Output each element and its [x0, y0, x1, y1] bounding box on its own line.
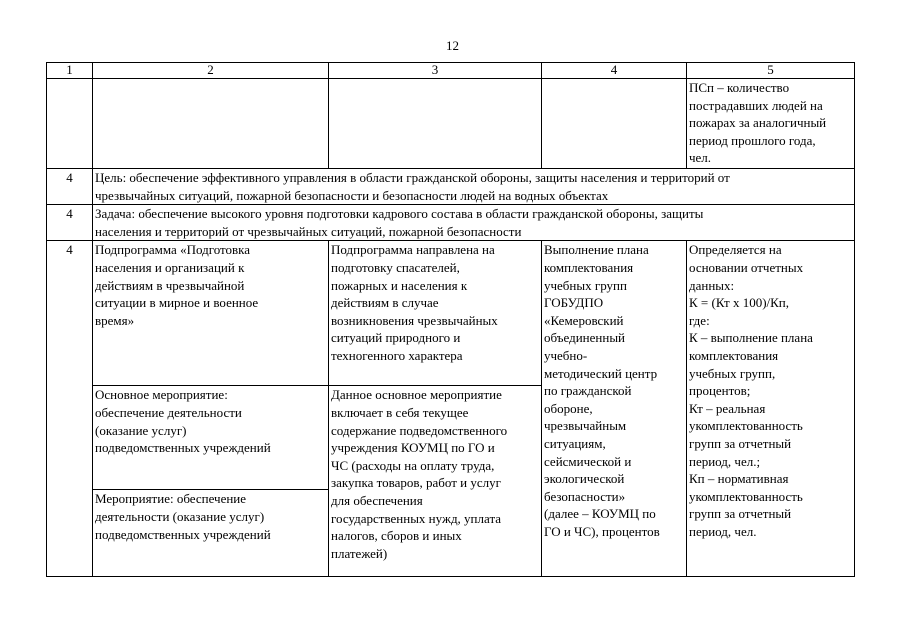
main-activity-description: Данное основное мероприятие включает в себя текущее содержание подведомственного учреждения КОУМЦ по ГО и ЧС (расходы на оплату труда, закупка товаров, работ и услуг для обеспечения государственных нужд, уплата налогов, сборов и иных платежей)	[329, 386, 542, 577]
header-cell-1: 1	[47, 63, 93, 79]
task-text: Задача: обеспечение высокого уровня подготовки кадрового состава в области гражданской обороны, защиты населения и территорий от чрезвычайных ситуаций, пожарной безопасности	[93, 205, 855, 241]
task-row	[47, 205, 855, 241]
goal-row	[47, 169, 855, 205]
subprogram-number: 4	[47, 241, 93, 577]
program-table	[46, 62, 855, 577]
subprogram-name: Подпрограмма «Подготовка населения и организаций к действиям в чрезвычайной ситуации в мирное и военное время»	[93, 241, 329, 386]
main-activity-name: Основное мероприятие: обеспечение деятельности (оказание услуг) подведомственных учреждений	[93, 386, 329, 490]
subprogram-description: Подпрограмма направлена на подготовку спасателей, пожарных и населения к действиям в случае возникновения чрезвычайных ситуаций природного и техногенного характера	[329, 241, 542, 386]
cont-cell-1	[47, 79, 93, 169]
cont-cell-4	[542, 79, 687, 169]
header-cell-3: 3	[329, 63, 542, 79]
indicator-name: Выполнение плана комплектования учебных групп ГОБУДПО «Кемеровский объединенный учебно- методический центр по гражданской обороне, чрезвычайным ситуациям, сейсмической и экологической безопасности» (далее – КОУМЦ по ГО и ЧС), процентов	[542, 241, 687, 577]
cont-cell-3	[329, 79, 542, 169]
header-cell-5: 5	[687, 63, 855, 79]
header-cell-4: 4	[542, 63, 687, 79]
cont-cell-2	[93, 79, 329, 169]
goal-text: Цель: обеспечение эффективного управления в области гражданской обороны, защиты населения и территорий от чрезвычайных ситуаций, пожарной безопасности и безопасности людей на водных объектах	[93, 169, 855, 205]
activity-name: Мероприятие: обеспечение деятельности (оказание услуг) подведомственных учреждений	[93, 490, 329, 577]
continuation-row	[47, 79, 855, 169]
indicator-method: Определяется на основании отчетных данных: К = (Кт х 100)/Кп, где: К – выполнение плана комплектования учебных групп, процентов; Кт – реальная укомплектованность групп за отчетный период, чел.; Кп – нормативная укомплектованность групп за отчетный период, чел.	[687, 241, 855, 577]
task-number: 4	[47, 205, 93, 241]
header-cell-2: 2	[93, 63, 329, 79]
goal-number: 4	[47, 169, 93, 205]
cont-cell-5: ПСп – количество пострадавших людей на пожарах за аналогичный период прошлого года, чел.	[687, 79, 855, 169]
page-number: 12	[446, 38, 459, 53]
subprogram-row	[47, 241, 855, 386]
header-row	[47, 63, 855, 79]
